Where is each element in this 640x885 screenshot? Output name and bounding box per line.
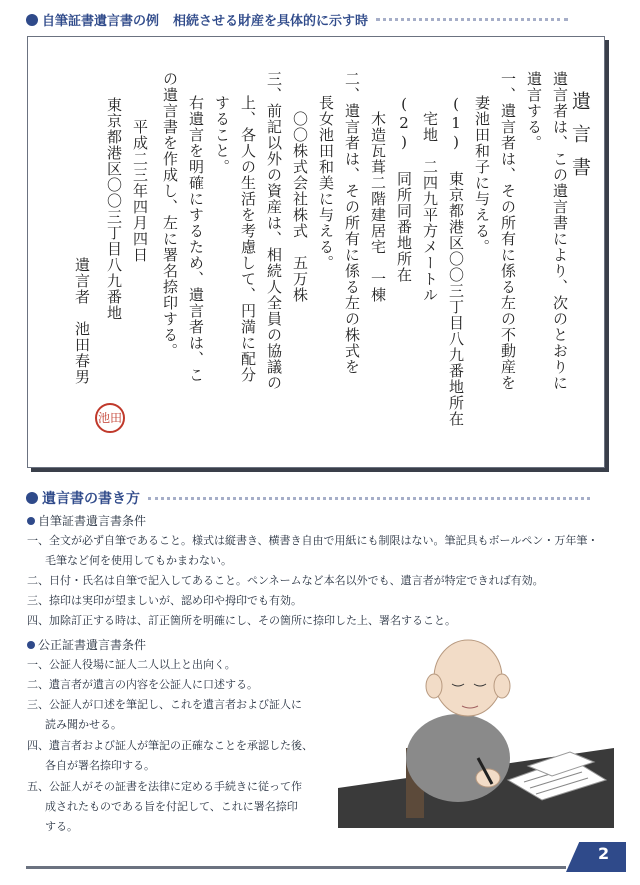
section-header-example [26, 10, 568, 29]
page-number-tab [566, 842, 626, 872]
will-line: 遺言者は、この遺言書により、次のとおりに [551, 71, 569, 391]
will-line: すること。 [213, 95, 231, 175]
section-header-howto [26, 488, 590, 508]
will-line: 長女池田和美に与える。 [317, 95, 335, 271]
bullet-icon [27, 517, 35, 525]
condition-line: 二、日付・氏名は自筆で記入してあること。ペンネームなど本名以外でも、遺言者が特定できれば有効。 [27, 574, 544, 587]
will-line: 〇〇株式会社株式 五万株 [291, 111, 309, 303]
will-document [27, 36, 605, 468]
subheading-label: 公正証書遺言書条件 [38, 638, 147, 652]
will-line: の遺言書を作成し、左に署名捺印する。 [161, 71, 179, 359]
condition-line: 五、公証人がその証書を法律に定める手続きに従って作 [27, 780, 302, 793]
will-address: 東京都港区〇〇三丁目八九番地 [105, 97, 123, 321]
seal-stamp: 池田 [95, 403, 125, 433]
will-line: 宅地 二四九平方メートル [421, 111, 439, 303]
section-title: 自筆証書遺言書の例 [42, 14, 160, 29]
will-line: 木造瓦葺二階建居宅 一棟 [369, 111, 387, 303]
condition-line: 一、公証人役場に証人二人以上と出向く。 [27, 658, 236, 671]
section-title: 遺言書の書き方 [42, 491, 140, 507]
will-line: 二、遺言者は、その所有に係る左の株式を [343, 71, 361, 375]
elderly-man-writing-illustration [338, 628, 614, 828]
condition-line: 一、全文が必ず自筆であること。様式は縦書き、横書き自由で用紙にも制限はない。筆記具もボールペン・万年筆・ [27, 534, 599, 547]
subheading-holographic [27, 512, 146, 529]
condition-line: 読み聞かせる。 [45, 718, 122, 731]
will-line: 一、遺言者は、その所有に係る左の不動産を [499, 71, 517, 391]
will-line: 右遺言を明確にするため、遺言者は、こ [187, 95, 205, 383]
condition-line: 三、公証人が口述を筆記し、これを遺言者および証人に [27, 698, 302, 711]
condition-line: 二、遺言者が遺言の内容を公証人に口述する。 [27, 678, 258, 691]
subheading-label: 自筆証書遺言書条件 [38, 514, 147, 528]
bullet-icon [26, 14, 38, 26]
will-date: 平成二三年四月四日 [131, 119, 149, 263]
will-line: 上、各人の生活を考慮して、円満に配分 [239, 95, 257, 383]
bullet-icon [27, 641, 35, 649]
section-subtitle: 相続させる財産を具体的に示す時 [173, 14, 369, 29]
condition-line: 四、遺言者および証人が筆記の正確なことを承認した後、 [27, 739, 313, 752]
will-line: (2) 同所同番地所在 [395, 95, 413, 283]
condition-line: 各自が署名捺印する。 [45, 759, 155, 772]
will-signature: 遺言者 池田春男 [73, 257, 91, 385]
will-line: (1) 東京都港区〇〇三丁目八九番地所在 [447, 95, 465, 427]
dotted-rule [148, 497, 590, 500]
condition-line: 三、捺印は実印が望ましいが、認め印や拇印でも有効。 [27, 594, 302, 607]
condition-line: 四、加除訂正する時は、訂正箇所を明確にし、その箇所に捺印した上、署名すること。 [27, 614, 456, 627]
condition-line: 成されたものである旨を付記して、これに署名捺印 [45, 800, 298, 813]
bullet-icon [26, 492, 38, 504]
will-line: 妻池田和子に与える。 [473, 95, 491, 255]
condition-line: する。 [45, 820, 78, 833]
condition-line: 毛筆など何を使用してもかまわない。 [45, 554, 232, 567]
will-line: 三、前記以外の資産は、相続人全員の協議の [265, 71, 283, 391]
will-line: 遺言する。 [525, 71, 543, 151]
dotted-rule [376, 18, 568, 21]
page-number: 2 [598, 844, 610, 863]
will-title: 遺言書 [569, 91, 591, 190]
footer-rule [26, 866, 566, 869]
subheading-notarial [27, 636, 146, 653]
